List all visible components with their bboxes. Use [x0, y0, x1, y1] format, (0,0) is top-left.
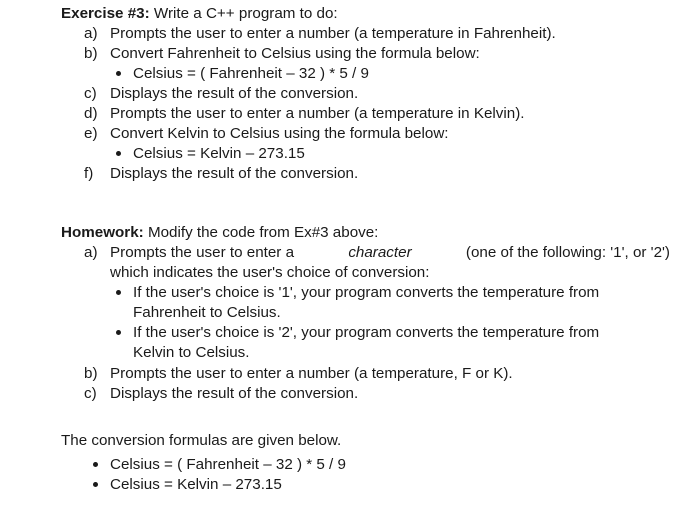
- item-label: a): [84, 244, 98, 261]
- homework-item-a-text: [110, 243, 670, 263]
- exercise-heading: Exercise #3:: [61, 5, 150, 22]
- exercise-item-e: [84, 124, 449, 144]
- item-text: Prompts the user to enter a number (a temperature, F or K).: [110, 365, 513, 382]
- item-label: e): [84, 125, 98, 142]
- item-label: c): [84, 85, 97, 102]
- formula-kelvin: Celsius = Kelvin – 273.15: [110, 476, 282, 493]
- homework-heading-line: [61, 223, 378, 243]
- item-text-prefix: Prompts the user to enter a: [110, 244, 295, 261]
- exercise-item-f: [84, 164, 358, 184]
- item-label: c): [84, 385, 97, 402]
- item-text: Displays the result of the conversion.: [110, 385, 359, 402]
- item-text: Displays the result of the conversion.: [110, 165, 359, 182]
- exercise-item-b: [84, 44, 480, 64]
- formula-fahrenheit: Celsius = ( Fahrenheit – 32 ) * 5 / 9: [110, 456, 346, 473]
- bullet-icon: [93, 462, 98, 467]
- exercise-intro: Write a C++ program to do:: [153, 5, 338, 22]
- item-text-italic: character: [348, 244, 412, 261]
- exercise-item-d: [84, 104, 524, 124]
- exercise-item-c: [84, 84, 358, 104]
- exercise-formula-kelvin: Celsius = Kelvin – 273.15: [133, 145, 305, 162]
- homework-intro: Modify the code from Ex#3 above:: [147, 224, 379, 241]
- bullet-icon: [116, 290, 121, 295]
- bullet-icon: [93, 482, 98, 487]
- item-text: Prompts the user to enter a number (a temperature in Fahrenheit).: [110, 25, 556, 42]
- item-text: Convert Fahrenheit to Celsius using the formula below:: [110, 45, 480, 62]
- homework-item-b: [84, 364, 513, 384]
- item-label: f): [84, 165, 94, 182]
- homework-item-a-line2: which indicates the user's choice of conversion:: [110, 264, 430, 281]
- formulas-intro: The conversion formulas are given below.: [61, 432, 342, 449]
- homework-item-a: [84, 243, 670, 263]
- item-text: Prompts the user to enter a number (a temperature in Kelvin).: [110, 105, 525, 122]
- bullet-icon: [116, 330, 121, 335]
- item-text-suffix: (one of the following: '1', or '2'): [465, 244, 670, 261]
- homework-bullet2-line2: Kelvin to Celsius.: [133, 344, 250, 361]
- homework-bullet1-line1: [133, 283, 674, 303]
- homework-bullet2-line1: If the user's choice is '2', your program converts the temperature from: [133, 324, 600, 341]
- item-label: b): [84, 45, 98, 62]
- item-label: d): [84, 105, 98, 122]
- bullet-text: If the user's choice is '1', your program converts the temperature from: [133, 284, 600, 301]
- bullet-icon: [116, 71, 121, 76]
- homework-bullet1-line2: Fahrenheit to Celsius.: [133, 304, 281, 321]
- item-label: a): [84, 25, 98, 42]
- item-text: Convert Kelvin to Celsius using the formula below:: [110, 125, 449, 142]
- bullet-icon: [116, 151, 121, 156]
- homework-heading: Homework:: [61, 224, 144, 241]
- homework-item-c: [84, 384, 358, 404]
- item-label: b): [84, 365, 98, 382]
- exercise-formula-fahrenheit: Celsius = ( Fahrenheit – 32 ) * 5 / 9: [133, 65, 369, 82]
- item-text: Displays the result of the conversion.: [110, 85, 359, 102]
- exercise-heading-line: [61, 4, 338, 24]
- exercise-item-a: [84, 24, 556, 44]
